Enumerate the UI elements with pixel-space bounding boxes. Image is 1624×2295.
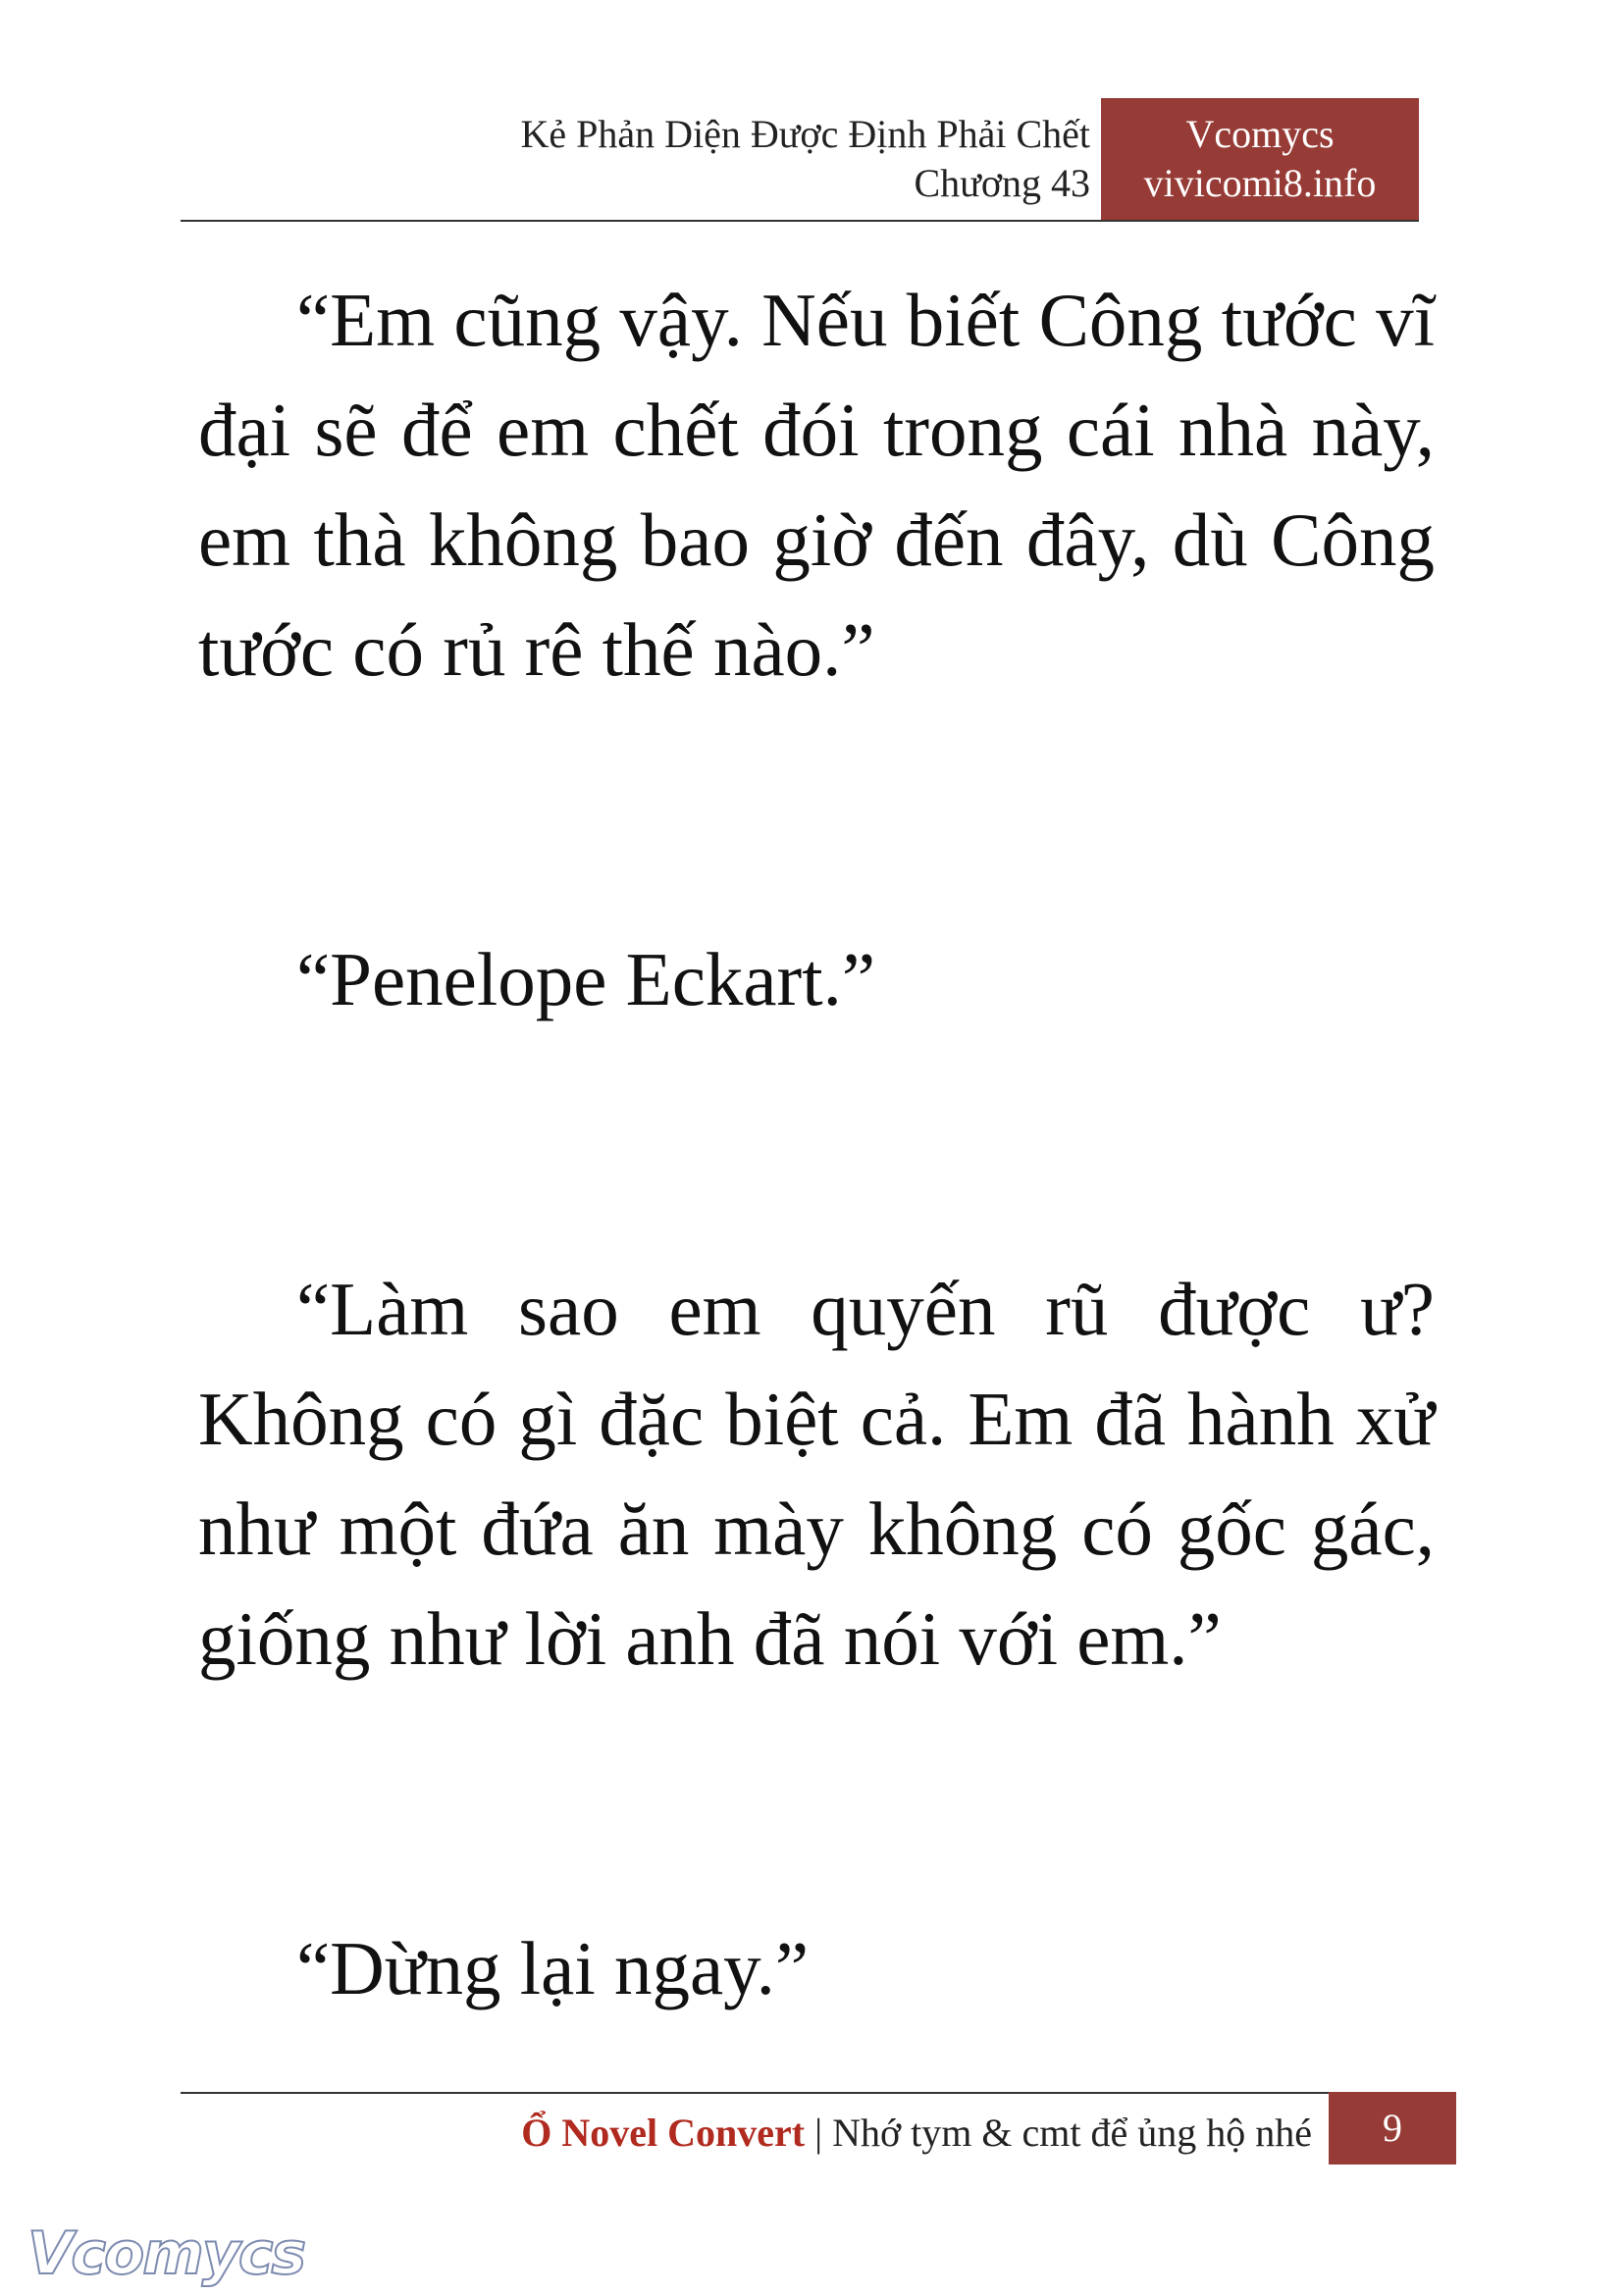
chapter-body — [198, 265, 1435, 2243]
page-number: 9 — [1329, 2092, 1456, 2165]
page-header — [181, 98, 1419, 222]
footer-divider — [181, 2092, 1329, 2094]
site-badge — [1101, 98, 1419, 220]
chapter-label: Chương 43 — [914, 161, 1090, 205]
paragraph: “Dừng lại ngay.” — [296, 1926, 810, 2010]
site-url: vivicomi8.info — [1143, 161, 1377, 205]
footer-brand: Ổ Novel Convert — [521, 2111, 806, 2155]
paragraph: “Em cũng vậy. Nếu biết Công tước vĩ đại sẽ để em chết đói trong cái nhà này, em thà không bao giờ đến đây, dù Công tước có rủ rê thế nào.” — [198, 278, 1435, 692]
book-title: Kẻ Phản Diện Được Định Phải Chết — [520, 112, 1090, 156]
footer-message: Nhớ tym & cmt để ủng hộ nhé — [832, 2111, 1312, 2155]
header-title-block — [520, 110, 1090, 208]
paragraph: “Penelope Eckart.” — [296, 937, 876, 1021]
site-name: Vcomycs — [1185, 112, 1335, 156]
page-footer — [521, 2106, 1312, 2161]
paragraph: “Làm sao em quyến rũ được ư? Không có gì đặc biệt cả. Em đã hành xử như một đứa ăn mày không có gốc gác, giống như lời anh đã nói với em.” — [198, 1267, 1435, 1681]
vcomycs-watermark-logo: Vcomycs — [27, 2219, 305, 2288]
footer-separator: | — [814, 2111, 823, 2155]
